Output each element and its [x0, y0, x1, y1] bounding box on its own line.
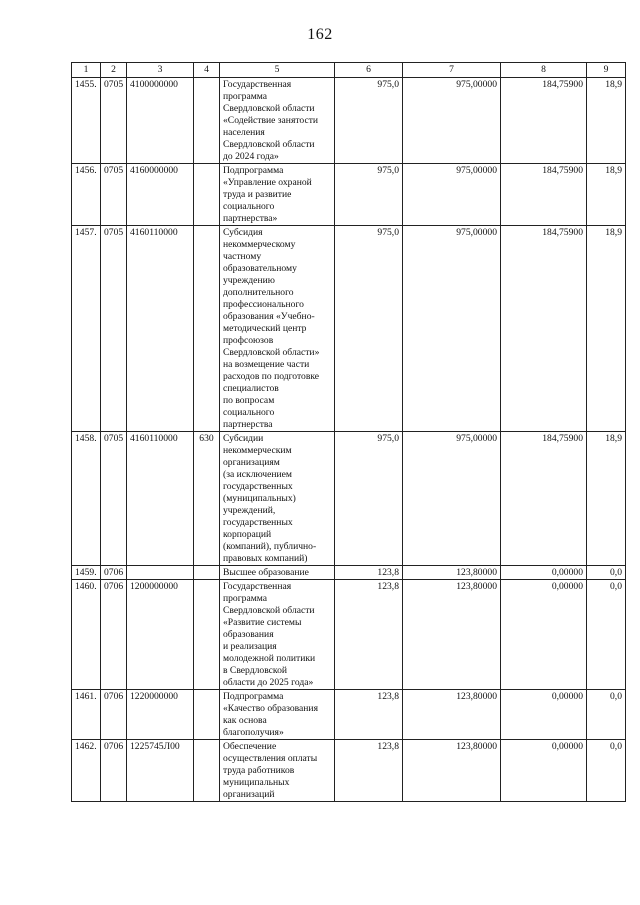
row-number: 1456. — [72, 164, 101, 226]
executed-amount: 184,75900 — [501, 432, 587, 566]
target-article-code: 1225745Л00 — [127, 740, 194, 802]
budget-table — [71, 62, 626, 802]
executed-amount: 184,75900 — [501, 226, 587, 432]
target-article-code: 4160000000 — [127, 164, 194, 226]
expense-type-code: 630 — [194, 432, 220, 566]
approved-amount: 975,0 — [335, 164, 403, 226]
budget-amount: 975,00000 — [403, 78, 501, 164]
executed-amount: 0,00000 — [501, 740, 587, 802]
table-row — [72, 740, 626, 802]
approved-amount: 123,8 — [335, 580, 403, 690]
execution-percent: 0,0 — [587, 580, 626, 690]
execution-percent: 18,9 — [587, 78, 626, 164]
table-row — [72, 690, 626, 740]
approved-amount: 975,0 — [335, 226, 403, 432]
execution-percent: 18,9 — [587, 164, 626, 226]
row-number: 1458. — [72, 432, 101, 566]
item-name: Высшее образование — [220, 566, 335, 580]
row-number: 1461. — [72, 690, 101, 740]
budget-amount: 123,80000 — [403, 580, 501, 690]
column-header: 8 — [501, 63, 587, 78]
table-row — [72, 226, 626, 432]
column-header: 2 — [101, 63, 127, 78]
execution-percent: 18,9 — [587, 432, 626, 566]
executed-amount: 184,75900 — [501, 78, 587, 164]
column-header: 4 — [194, 63, 220, 78]
expense-type-code — [194, 566, 220, 580]
section-code: 0705 — [101, 432, 127, 566]
executed-amount: 0,00000 — [501, 690, 587, 740]
budget-amount: 123,80000 — [403, 740, 501, 802]
approved-amount: 975,0 — [335, 432, 403, 566]
executed-amount: 0,00000 — [501, 566, 587, 580]
execution-percent: 0,0 — [587, 566, 626, 580]
target-article-code: 4100000000 — [127, 78, 194, 164]
budget-amount: 123,80000 — [403, 690, 501, 740]
section-code: 0705 — [101, 226, 127, 432]
column-header: 1 — [72, 63, 101, 78]
expense-type-code — [194, 580, 220, 690]
table-row — [72, 566, 626, 580]
table-row — [72, 78, 626, 164]
section-code: 0705 — [101, 78, 127, 164]
column-header: 7 — [403, 63, 501, 78]
expense-type-code — [194, 226, 220, 432]
expense-type-code — [194, 164, 220, 226]
target-article-code — [127, 566, 194, 580]
header-row — [72, 63, 626, 78]
execution-percent: 0,0 — [587, 690, 626, 740]
target-article-code: 4160110000 — [127, 432, 194, 566]
expense-type-code — [194, 78, 220, 164]
section-code: 0706 — [101, 690, 127, 740]
item-name: Государственная программа Свердловской области «Содействие занятости населения Свердловской области до 2024 года» — [220, 78, 335, 164]
execution-percent: 18,9 — [587, 226, 626, 432]
item-name: Обеспечение осуществления оплаты труда работников муниципальных организаций — [220, 740, 335, 802]
section-code: 0706 — [101, 740, 127, 802]
section-code: 0705 — [101, 164, 127, 226]
budget-amount: 975,00000 — [403, 226, 501, 432]
row-number: 1457. — [72, 226, 101, 432]
section-code: 0706 — [101, 566, 127, 580]
page-number: 162 — [307, 26, 333, 43]
row-number: 1455. — [72, 78, 101, 164]
column-header: 9 — [587, 63, 626, 78]
section-code: 0706 — [101, 580, 127, 690]
target-article-code: 4160110000 — [127, 226, 194, 432]
target-article-code: 1200000000 — [127, 580, 194, 690]
approved-amount: 123,8 — [335, 690, 403, 740]
table-row — [72, 432, 626, 566]
row-number: 1460. — [72, 580, 101, 690]
expense-type-code — [194, 740, 220, 802]
executed-amount: 184,75900 — [501, 164, 587, 226]
item-name: Государственная программа Свердловской области «Развитие системы образования и реализация молодежной политики в Свердловской области до 2025 года» — [220, 580, 335, 690]
target-article-code: 1220000000 — [127, 690, 194, 740]
column-header: 5 — [220, 63, 335, 78]
budget-amount: 975,00000 — [403, 164, 501, 226]
execution-percent: 0,0 — [587, 740, 626, 802]
row-number: 1462. — [72, 740, 101, 802]
expense-type-code — [194, 690, 220, 740]
budget-amount: 123,80000 — [403, 566, 501, 580]
table-row — [72, 164, 626, 226]
column-header: 6 — [335, 63, 403, 78]
column-header: 3 — [127, 63, 194, 78]
approved-amount: 123,8 — [335, 566, 403, 580]
table-row — [72, 580, 626, 690]
approved-amount: 123,8 — [335, 740, 403, 802]
approved-amount: 975,0 — [335, 78, 403, 164]
item-name: Субсидии некоммерческим организациям (за исключением государственных (муниципальных) учреждений, государственных корпораций (компаний), публично- правовых компаний) — [220, 432, 335, 566]
budget-amount: 975,00000 — [403, 432, 501, 566]
item-name: Подпрограмма «Качество образования как основа благополучия» — [220, 690, 335, 740]
row-number: 1459. — [72, 566, 101, 580]
item-name: Субсидия некоммерческому частному образовательному учреждению дополнительного профессионального образования «Учебно- методический центр профсоюзов Свердловской области» на возмещение части расходов по подготовке специалистов по вопросам социального партнерства — [220, 226, 335, 432]
executed-amount: 0,00000 — [501, 580, 587, 690]
item-name: Подпрограмма «Управление охраной труда и развитие социального партнерства» — [220, 164, 335, 226]
